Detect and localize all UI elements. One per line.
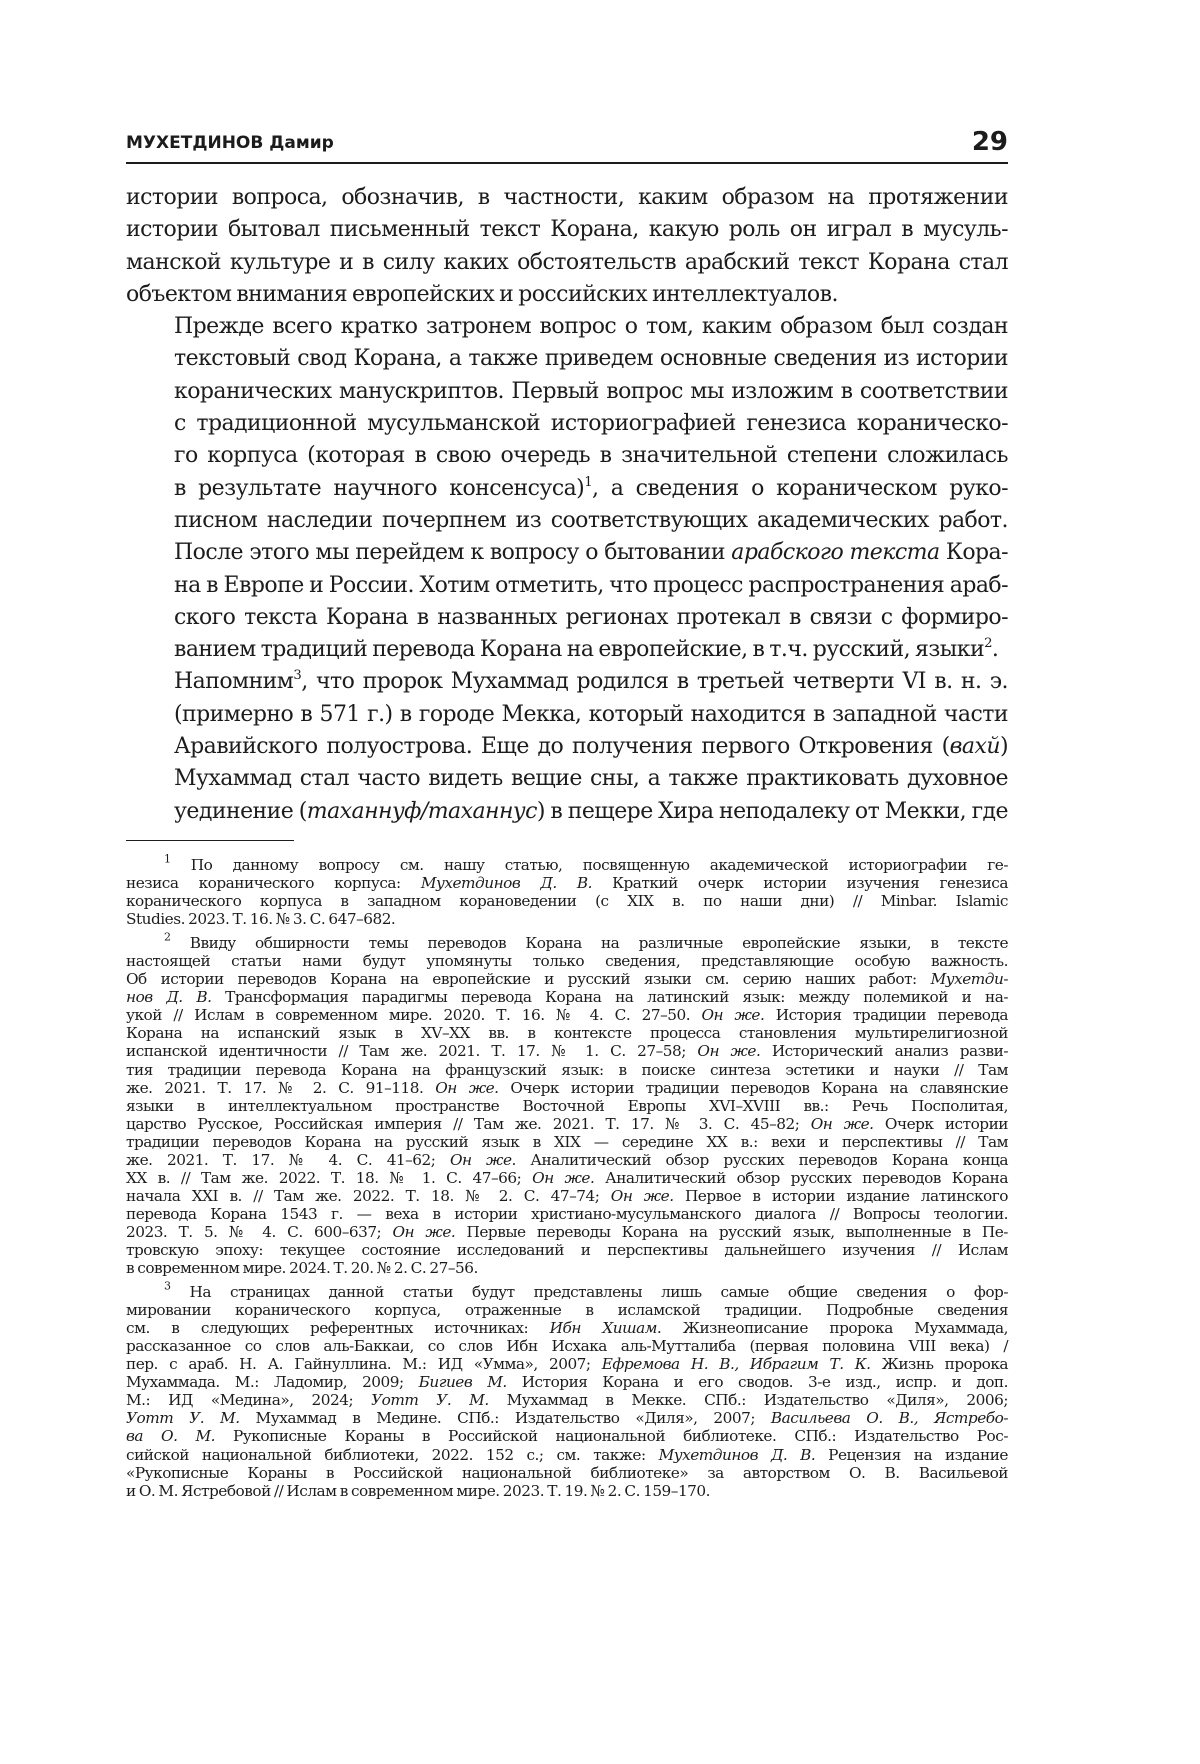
text-line: настоящей статьи нами будут упомянуты только сведения, представляющие особую важность.: [126, 952, 1008, 971]
author-name: МУХЕТДИНОВ Дамир: [126, 133, 334, 153]
text-line: традиции переводов Корана на русский язык в XIX — середине XX в.: вехи и перспективы // Там: [126, 1132, 1008, 1151]
text-span: Кора-: [939, 540, 1008, 566]
text-line: [126, 1409, 1008, 1427]
italic-span: нов Д. В.: [126, 988, 212, 1007]
text-line: коранических манускриптов. Первый вопрос мы изложим в соответствии: [174, 378, 1008, 404]
text-span: По данному вопросу см. нашу статью, посвященную академической историографии ге-: [190, 856, 1008, 874]
text-span: Аналитический обзор русских переводов Корана конца: [515, 1150, 1008, 1169]
text-line: [126, 1391, 1008, 1409]
text-span: Жизнь пророка: [870, 1355, 1008, 1374]
text-span: Исторический анализ разви-: [760, 1042, 1008, 1061]
text-span: Мухаммад в Медине. СПб.: Издательство «Диля», 2007;: [239, 1409, 771, 1428]
page: [126, 0, 1008, 1764]
text-line: [126, 537, 1008, 569]
text-span: же. 2021. Т. 17. № 4. С. 41–62;: [126, 1150, 450, 1169]
text-line: [126, 1427, 1008, 1445]
text-span: История Корана и его сводов. 3-е изд., испр. и доп.: [506, 1373, 1008, 1392]
text-line: писном наследии почерпнем из соответствующих академических работ.: [174, 507, 1008, 533]
footnote-2: [126, 930, 1008, 1278]
text-span: Первое в истории издание латинского: [673, 1186, 1008, 1205]
text-line: [126, 634, 1008, 666]
text-span: Трансформация парадигмы перевода Корана на латинский язык: между полемикой и на-: [211, 988, 1008, 1007]
italic-span: Он же.: [610, 1186, 674, 1205]
text-line: истории бытовал письменный текст Корана, какую роль он играл в мусуль-: [126, 217, 1008, 243]
running-head: [126, 118, 1008, 164]
italic-span: Бигиев М.: [418, 1373, 507, 1392]
text-line: [126, 1373, 1008, 1391]
italic-span: Ибн Хишам.: [549, 1319, 662, 1338]
text-span: На страницах данной статьи будут представлены лишь самые общие сведения о фор-: [189, 1283, 1008, 1302]
text-line: [126, 1223, 1008, 1241]
footnote-number: 2: [164, 930, 171, 944]
text-span: XX в. // Там же. 2022. Т. 18. № 1. С. 47–66;: [126, 1168, 533, 1187]
text-line: (примерно в 571 г.) в городе Мекка, который находится в западной части: [174, 701, 1008, 727]
text-span: После этого мы перейдем к вопросу о бытовании: [174, 540, 732, 566]
text-line: [126, 1079, 1008, 1097]
text-line: тровскую эпоху: текущее состояние исследований и перспективы дальнейшего изучения // Ислам: [126, 1240, 1008, 1259]
italic-span: Он же.: [435, 1078, 499, 1097]
text-line: Studies. 2023. Т. 16. № 3. С. 647–682.: [126, 910, 396, 929]
text-line: [126, 1279, 1008, 1302]
text-line: [126, 796, 1008, 828]
italic-span: Ефремова Н. В., Ибрагим Т. К.: [601, 1355, 871, 1374]
text-span: начала XXI в. // Там же. 2022. Т. 18. № 2. С. 47–74;: [126, 1186, 611, 1205]
italic-span: Он же.: [810, 1114, 874, 1133]
text-line: манской культуре и в силу каких обстоятельств арабский текст Корана стал: [126, 249, 1008, 275]
text-span: Прежде всего кратко затронем вопрос о том, каким образом был создан: [174, 314, 1008, 340]
footnote-ref[interactable]: 1: [584, 474, 593, 490]
text-span: незиса коранического корпуса:: [126, 874, 421, 893]
text-line: [126, 852, 1008, 874]
text-span: Первые переводы Корана на русский язык, выполненные в Пе-: [455, 1222, 1008, 1241]
italic-span: Мухетди-: [930, 970, 1008, 989]
text-span: Рукописные Кораны в Российской национальной библиотеке. СПб.: Издательство Рос-: [215, 1427, 1009, 1446]
text-line: на в Европе и России. Хотим отметить, что процесс распространения араб-: [174, 572, 1008, 598]
text-span: пер. с араб. Н. А. Гайнуллина. М.: ИД «Умма», 2007;: [126, 1355, 602, 1374]
footnote-ref[interactable]: 2: [984, 635, 992, 651]
text-line: [126, 1151, 1008, 1169]
text-line: [126, 1319, 1008, 1337]
text-line: [126, 970, 1008, 988]
text-span: же. 2021. Т. 17. № 2. С. 91–118.: [126, 1078, 436, 1097]
text-span: Напомним: [174, 669, 294, 695]
text-span: , а сведения о кораническом руко-: [592, 475, 1008, 501]
italic-span: арабского текста: [731, 540, 940, 566]
footnote-1: [126, 852, 1008, 929]
text-line: и О. М. Ястребовой // Ислам в современном мире. 2023. Т. 19. № 2. С. 159–170.: [126, 1481, 710, 1500]
text-line: с традиционной мусульманской историографией генезиса кораническо-: [174, 411, 1008, 437]
italic-span: таханнуф/таханнус: [306, 798, 537, 824]
text-span: испанской идентичности // Там же. 2021. Т. 17. № 1. С. 27–58;: [126, 1042, 698, 1061]
italic-span: Он же.: [701, 1006, 765, 1025]
text-line: [126, 930, 1008, 953]
italic-span: Он же.: [449, 1150, 516, 1169]
text-line: в современном мире. 2024. Т. 20. № 2. С. 27–56.: [126, 1259, 478, 1278]
italic-span: Мухетдинов Д. В.: [658, 1445, 816, 1464]
text-span: Рецензия на издание: [815, 1445, 1008, 1464]
text-span: уединение (: [174, 798, 307, 824]
italic-span: Васильева О. В., Ястребо-: [770, 1409, 1008, 1428]
text-line: истории вопроса, обозначив, в частности, каким образом на протяжении: [126, 185, 1008, 210]
paragraph: [126, 182, 1008, 311]
text-line: [126, 874, 1008, 892]
text-span: укой // Ислам в современном мире. 2020. Т. 16. № 4. С. 27–50.: [126, 1006, 702, 1025]
text-line: перевода Корана 1543 г. — веха в истории христиано-мусульманского диалога // Вопросы теологии.: [126, 1204, 1008, 1223]
text-line: [126, 311, 1008, 343]
text-span: см. в следующих референтных источниках:: [126, 1319, 550, 1338]
text-line: Корана на испанский язык в XV–XX вв. в контексте процесса становления мультирелигиозной: [126, 1024, 1008, 1043]
text-line: [126, 1006, 1008, 1024]
text-line: [126, 731, 1008, 763]
text-line: рассказанное со слов аль-Баккаи, со слов Ибн Исхака аль-Мутталиба (первая половина VIII века) /: [126, 1337, 1008, 1356]
text-line: го корпуса (которая в свою очередь в значительной степени сложилась: [174, 443, 1008, 469]
footnote-3: [126, 1279, 1009, 1500]
text-line: языки в интеллектуальном пространстве Восточной Европы XVI–XVIII вв.: Речь Посполитая,: [126, 1096, 1008, 1115]
text-line: мировании коранического корпуса, отраженные в исламской традиции. Подробные сведения: [126, 1301, 1008, 1320]
text-line: текстовый свод Корана, а также приведем основные сведения из истории: [174, 346, 1008, 372]
page-number: 29: [971, 127, 1008, 157]
text-span: Аравийского полуострова. Еще до получения первого Откровения (: [174, 734, 950, 760]
italic-span: ва О. М.: [126, 1427, 215, 1446]
text-line: объектом внимания европейских и российских интеллектуалов.: [126, 281, 838, 307]
text-line: [126, 1115, 1008, 1133]
text-span: сийской национальной библиотеки, 2022. 152 с.; см. также:: [126, 1445, 659, 1464]
italic-span: Уотт У. М.: [126, 1409, 240, 1428]
text-line: [126, 988, 1008, 1006]
text-span: Мухаммад в Мекке. СПб.: Издательство «Диля», 2006;: [488, 1391, 1009, 1410]
text-line: [126, 1446, 1008, 1464]
paragraph: [126, 311, 1008, 666]
italic-span: Он же.: [697, 1042, 761, 1061]
text-line: коранического корпуса в западном корановедении (с XIX в. по наши дни) // Minbar. Islamic: [126, 892, 1008, 911]
text-line: тия традиции перевода Корана на французский язык: в поиске синтеза эстетики и науки // Там: [126, 1060, 1008, 1079]
text-span: в результате научного консенсуса): [174, 475, 585, 501]
text-span: Мухаммада. М.: Ладомир, 2009;: [126, 1373, 419, 1392]
text-line: [126, 1042, 1008, 1060]
text-span: Краткий очерк истории изучения генезиса: [591, 874, 1008, 893]
text-span: ): [999, 734, 1008, 760]
text-line: [126, 666, 1008, 698]
text-span: ванием традиций перевода Корана на европейские, в т.ч. русский, языки: [174, 637, 985, 663]
text-span: История традиции перевода: [764, 1006, 1008, 1025]
text-line: ского текста Корана в названных регионах протекал в связи с формиро-: [174, 604, 1008, 630]
text-line: [126, 1169, 1008, 1187]
text-span: Очерк истории: [873, 1114, 1008, 1133]
footnote-number: 1: [164, 852, 171, 866]
text-span: , что пророк Мухаммад родился в третьей четверти VI в. н. э.: [301, 669, 1008, 695]
footnote-separator: [126, 840, 294, 841]
text-line: «Рукописные Кораны в Российской национальной библиотеке» за авторством О. В. Васильевой: [126, 1463, 1008, 1482]
text-line: [126, 473, 1008, 505]
main-text: [126, 182, 1008, 828]
text-line: [126, 1355, 1008, 1373]
text-line: [126, 1187, 1008, 1205]
text-span: Об истории переводов Корана на европейские и русский языки см. серию наших работ:: [126, 970, 931, 989]
italic-span: Он же.: [532, 1168, 595, 1187]
text-span: .: [991, 637, 999, 663]
text-span: Ввиду обширности темы переводов Корана на различные европейские языки, в тексте: [189, 934, 1008, 953]
text-span: Аналитический обзор русских переводов Корана: [594, 1168, 1008, 1187]
text-span: Жизнеописание пророка Мухаммада,: [661, 1319, 1009, 1338]
italic-span: Мухетдинов Д. В.: [420, 874, 592, 893]
text-span: М.: ИД «Медина», 2024;: [126, 1391, 372, 1410]
text-span: Очерк истории традиции переводов Корана на славянские: [498, 1078, 1008, 1097]
italic-span: вахй: [949, 734, 1000, 760]
text-line: Мухаммад стал часто видеть вещие сны, а также практиковать духовное: [174, 766, 1008, 792]
text-span: 2023. Т. 5. № 4. С. 600–637;: [126, 1222, 393, 1241]
paragraph: [126, 666, 1008, 827]
footnotes: [126, 852, 1009, 1506]
text-span: ) в пещере Хира неподалеку от Мекки, где: [536, 798, 1009, 824]
italic-span: Уотт У. М.: [371, 1391, 489, 1410]
italic-span: Он же.: [392, 1222, 456, 1241]
text-span: царство Русское, Российская империя // Там же. 2021. Т. 17. № 3. С. 45–82;: [126, 1114, 811, 1133]
footnote-ref[interactable]: 3: [293, 668, 302, 684]
footnote-number: 3: [164, 1279, 171, 1293]
